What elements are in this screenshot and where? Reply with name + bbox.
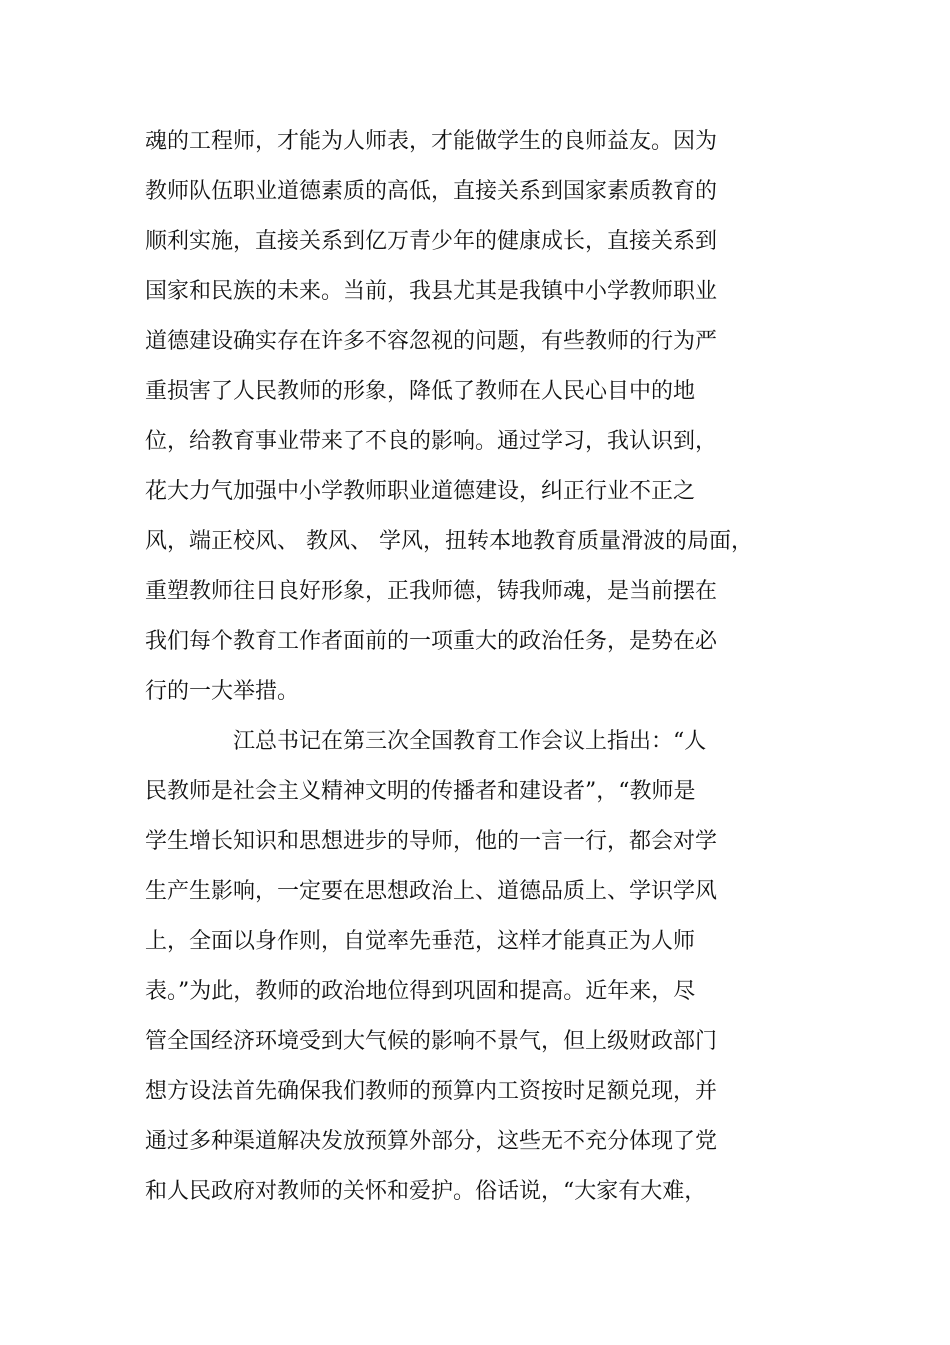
text-line: 和人民政府对教师的关怀和爱护。俗话说，“大家有大难， bbox=[145, 1179, 707, 1204]
text-line: 上，全面以身作则，自觉率先垂范，这样才能真正为人师 bbox=[145, 929, 696, 954]
text-line: 顺利实施，直接关系到亿万青少年的健康成长，直接关系到 bbox=[145, 229, 718, 254]
text-line: 花大力气加强中小学教师职业道德建设，纠正行业不正之 bbox=[145, 479, 696, 504]
text-line: 风，端正校风、 教风、 学风，扭转本地教育质量滑波的局面， bbox=[145, 529, 753, 554]
text-line: 魂的工程师，才能为人师表，才能做学生的良师益友。因为 bbox=[145, 129, 718, 154]
paragraph-1 bbox=[145, 117, 845, 717]
text-line: 位，给教育事业带来了不良的影响。通过学习，我认识到， bbox=[145, 429, 718, 454]
text-line: 通过多种渠道解决发放预算外部分，这些无不充分体现了党 bbox=[145, 1129, 718, 1154]
text-line: 重损害了人民教师的形象，降低了教师在人民心目中的地 bbox=[145, 379, 696, 404]
paragraph-2 bbox=[145, 717, 845, 1217]
text-line: 学生增长知识和思想进步的导师，他的一言一行，都会对学 bbox=[145, 829, 718, 854]
text-line: 国家和民族的未来。当前，我县尤其是我镇中小学教师职业 bbox=[145, 279, 718, 304]
text-line: 想方设法首先确保我们教师的预算内工资按时足额兑现，并 bbox=[145, 1079, 718, 1104]
text-line-indented: 江总书记在第三次全国教育工作会议上指出：“人 bbox=[233, 729, 707, 754]
text-line: 重塑教师往日良好形象，正我师德，铸我师魂，是当前摆在 bbox=[145, 579, 718, 604]
text-line: 我们每个教育工作者面前的一项重大的政治任务，是势在必 bbox=[145, 629, 718, 654]
text-line: 管全国经济环境受到大气候的影响不景气，但上级财政部门 bbox=[145, 1029, 718, 1054]
text-line: 道德建设确实存在许多不容忽视的问题，有些教师的行为严 bbox=[145, 329, 718, 354]
text-line: 生产生影响，一定要在思想政治上、道德品质上、学识学风 bbox=[145, 879, 718, 904]
text-line: 教师队伍职业道德素质的高低，直接关系到国家素质教育的 bbox=[145, 179, 718, 204]
text-line: 民教师是社会主义精神文明的传播者和建设者”，“教师是 bbox=[145, 779, 696, 804]
text-line: 表。”为此，教师的政治地位得到巩固和提高。近年来，尽 bbox=[145, 979, 696, 1004]
text-line: 行的一大举措。 bbox=[145, 679, 300, 704]
